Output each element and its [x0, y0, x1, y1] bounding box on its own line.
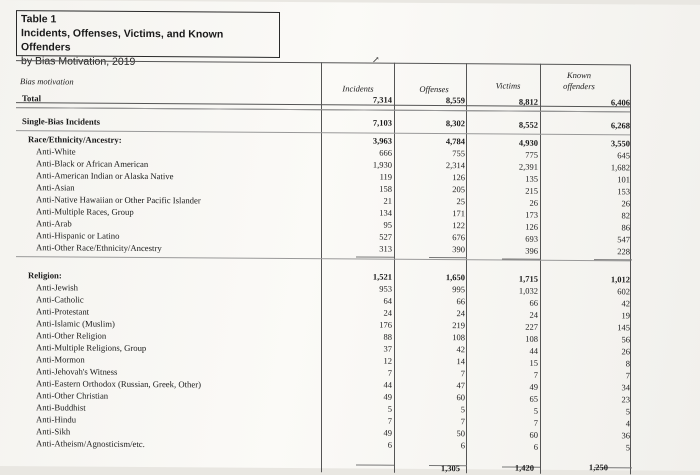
cell-offenders: 101 [617, 174, 630, 185]
row-label: Anti-White [36, 146, 76, 157]
cell-incidents: 95 [383, 219, 392, 230]
table-subtitle: by Bias Motivation, 2019 [21, 55, 136, 68]
cell-offenses: 24 [456, 308, 465, 319]
cell-offenders: 6,268 [610, 120, 630, 131]
cell-offenders: 4 [625, 418, 630, 429]
cell-victims: 65 [529, 393, 538, 404]
cell-offenses: 755 [452, 148, 465, 159]
cell-victims: 227 [525, 321, 538, 332]
cell-victims: 5 [533, 405, 538, 416]
cell-victims: 135 [525, 173, 538, 184]
cell-offenders: 1,012 [610, 274, 630, 285]
col-rule-3 [466, 63, 467, 473]
cell-victims: 108 [525, 333, 538, 344]
cell-offenders: 5 [625, 406, 630, 417]
cell-incidents: 3,963 [372, 135, 392, 146]
cell-incidents: 7 [387, 367, 392, 378]
cell-incidents: 49 [383, 427, 392, 438]
cell-victims: 396 [525, 245, 538, 256]
row-label: Anti-Other Religion [36, 330, 107, 341]
cell-offenders: 26 [621, 346, 630, 357]
row-label: Anti-Other Christian [36, 390, 109, 401]
header-offenses: Offenses [419, 83, 449, 95]
cell-offenses: 14 [456, 356, 465, 367]
cell-victims: 1,032 [518, 285, 538, 296]
cell-incidents: 12 [383, 355, 392, 366]
cell-victims: 15 [529, 357, 538, 368]
cell-victims: 26 [529, 197, 538, 208]
row-label: Anti-Asian [36, 182, 75, 193]
col-rule-2 [394, 63, 395, 473]
cell-offenders: 42 [621, 298, 630, 309]
cell-incidents: 21 [383, 195, 392, 206]
cell-offenders: 5 [625, 442, 630, 453]
cell-offenses: 7 [460, 416, 465, 427]
cell-victims: 49 [529, 381, 538, 392]
cell-incidents: 1,930 [372, 159, 392, 170]
cell-victims: 4,930 [518, 137, 538, 148]
cell-offenses: 60 [456, 392, 465, 403]
partial-offenses: 1,305 [440, 463, 460, 474]
cell-offenders: 645 [617, 150, 630, 161]
cell-offenders: 26 [621, 198, 630, 209]
cell-offenders: 34 [621, 382, 630, 393]
cell-offenders: 8 [625, 358, 630, 369]
cell-offenders: 602 [617, 286, 630, 297]
cell-incidents: 37 [383, 343, 392, 354]
cell-incidents: 666 [379, 147, 392, 158]
cell-victims: 8,552 [518, 119, 538, 130]
cell-offenses: 25 [456, 196, 465, 207]
cell-victims: 7 [533, 417, 538, 428]
cell-victims: 8,812 [518, 96, 538, 107]
cell-offenders: 86 [621, 222, 630, 233]
cell-offenders: 153 [617, 186, 630, 197]
cell-victims: 2,391 [518, 161, 538, 172]
cell-offenders: 1,682 [610, 162, 630, 173]
partial-victims: 1,420 [514, 462, 534, 473]
cell-offenders: 6,406 [610, 97, 630, 108]
cell-offenders: 19 [621, 310, 630, 321]
cell-victims: 60 [529, 429, 538, 440]
cell-offenses: 66 [456, 296, 465, 307]
cell-victims: 173 [525, 209, 538, 220]
cell-offenders: 23 [621, 394, 630, 405]
cell-offenses: 5 [460, 404, 465, 415]
row-label: Total [22, 93, 41, 104]
cell-offenses: 6 [460, 440, 465, 451]
cell-offenses: 126 [452, 172, 465, 183]
row-label: Anti-Protestant [36, 306, 90, 317]
row-label: Anti-Atheism/Agnosticism/etc. [36, 438, 145, 450]
cell-offenders: 36 [621, 430, 630, 441]
col-rule-4 [540, 64, 541, 474]
header-bias-motivation: Bias motivation [20, 76, 74, 87]
row-label: Anti-Arab [36, 218, 72, 229]
cell-victims: 126 [525, 221, 538, 232]
row-label: Anti-Eastern Orthodox (Russian, Greek, Other) [36, 378, 202, 390]
cell-offenders: 7 [625, 370, 630, 381]
row-label: Anti-Hindu [36, 414, 77, 425]
row-label: Single-Bias Incidents [22, 116, 100, 127]
cell-offenses: 1,650 [445, 272, 465, 283]
table-title: Incidents, Offenses, Victims, and Known Offenders [21, 27, 224, 54]
cell-incidents: 7,103 [372, 117, 392, 128]
row-label: Anti-American Indian or Alaska Native [36, 170, 174, 182]
cell-offenses: 8,302 [445, 118, 465, 129]
cell-incidents: 24 [383, 307, 392, 318]
row-label: Anti-Sikh [36, 426, 71, 437]
row-rule [16, 107, 630, 112]
row-label: Anti-Jewish [36, 282, 78, 293]
cell-incidents: 953 [379, 283, 392, 294]
row-label: Anti-Other Race/Ethnicity/Ancestry [36, 242, 162, 254]
cell-offenses: 42 [456, 344, 465, 355]
cell-incidents: 5 [387, 403, 392, 414]
col-rule-5 [630, 64, 631, 474]
cell-offenses: 122 [452, 220, 465, 231]
partial-offenders: 1,250 [588, 462, 608, 473]
cell-offenses: 7 [460, 368, 465, 379]
cell-offenses: 8,559 [445, 95, 465, 106]
cell-offenses: 995 [452, 284, 465, 295]
cell-incidents: 7,314 [372, 94, 392, 105]
header-victims: Victims [495, 80, 521, 91]
cell-victims: 1,715 [518, 273, 538, 284]
cell-offenses: 171 [452, 208, 465, 219]
row-label: Anti-Black or African American [36, 158, 149, 170]
cell-offenses: 47 [456, 380, 465, 391]
row-label: Anti-Mormon [36, 354, 85, 365]
cell-offenses: 205 [452, 184, 465, 195]
cell-incidents: 158 [379, 183, 392, 194]
row-label: Anti-Multiple Races, Group [36, 206, 134, 217]
cell-incidents: 176 [379, 319, 392, 330]
cell-offenses: 390 [452, 244, 465, 255]
cell-victims: 215 [525, 185, 538, 196]
cell-incidents: 44 [383, 379, 392, 390]
row-label: Anti-Jehovah's Witness [36, 366, 118, 377]
row-label: Race/Ethnicity/Ancestry: [28, 134, 122, 145]
cell-victims: 44 [529, 345, 538, 356]
cursor-icon: ↗ [372, 54, 380, 65]
cell-offenders: 228 [617, 246, 630, 257]
cell-victims: 6 [533, 441, 538, 452]
cell-incidents: 64 [383, 295, 392, 306]
cell-offenses: 2,314 [445, 160, 465, 171]
cell-offenders: 145 [617, 322, 630, 333]
cell-offenders: 82 [621, 210, 630, 221]
cell-incidents: 313 [379, 243, 392, 254]
cell-offenders: 3,550 [610, 138, 630, 149]
row-label: Anti-Buddhist [36, 402, 86, 413]
cell-incidents: 6 [387, 439, 392, 450]
cell-offenders: 547 [617, 234, 630, 245]
row-label: Anti-Native Hawaiian or Other Pacific Islander [36, 194, 201, 206]
cell-incidents: 527 [379, 231, 392, 242]
row-label: Anti-Multiple Religions, Group [36, 342, 147, 354]
header-known-offenders: Known offenders [563, 69, 595, 92]
col-rule-1 [321, 62, 322, 472]
row-label: Religion: [28, 270, 62, 281]
cell-offenses: 50 [456, 428, 465, 439]
cell-incidents: 119 [379, 171, 392, 182]
header-incidents: Incidents [342, 83, 374, 94]
cell-incidents: 134 [379, 207, 392, 218]
cell-victims: 24 [529, 309, 538, 320]
cell-offenses: 108 [452, 332, 465, 343]
table-title-box [16, 10, 280, 68]
cell-victims: 66 [529, 297, 538, 308]
row-label: Anti-Catholic [36, 294, 84, 305]
cell-victims: 775 [525, 149, 538, 160]
cell-incidents: 88 [383, 331, 392, 342]
row-label: Anti-Hispanic or Latino [36, 230, 120, 241]
table-number: Table 1 [21, 13, 57, 26]
cell-victims: 7 [533, 369, 538, 380]
row-label: Anti-Islamic (Muslim) [36, 318, 115, 329]
cell-offenses: 676 [452, 232, 465, 243]
cell-offenses: 219 [452, 320, 465, 331]
cell-offenders: 56 [621, 334, 630, 345]
cell-incidents: 49 [383, 391, 392, 402]
cell-incidents: 7 [387, 415, 392, 426]
cell-offenses: 4,784 [445, 136, 465, 147]
cell-incidents: 1,521 [372, 271, 392, 282]
cell-victims: 693 [525, 233, 538, 244]
